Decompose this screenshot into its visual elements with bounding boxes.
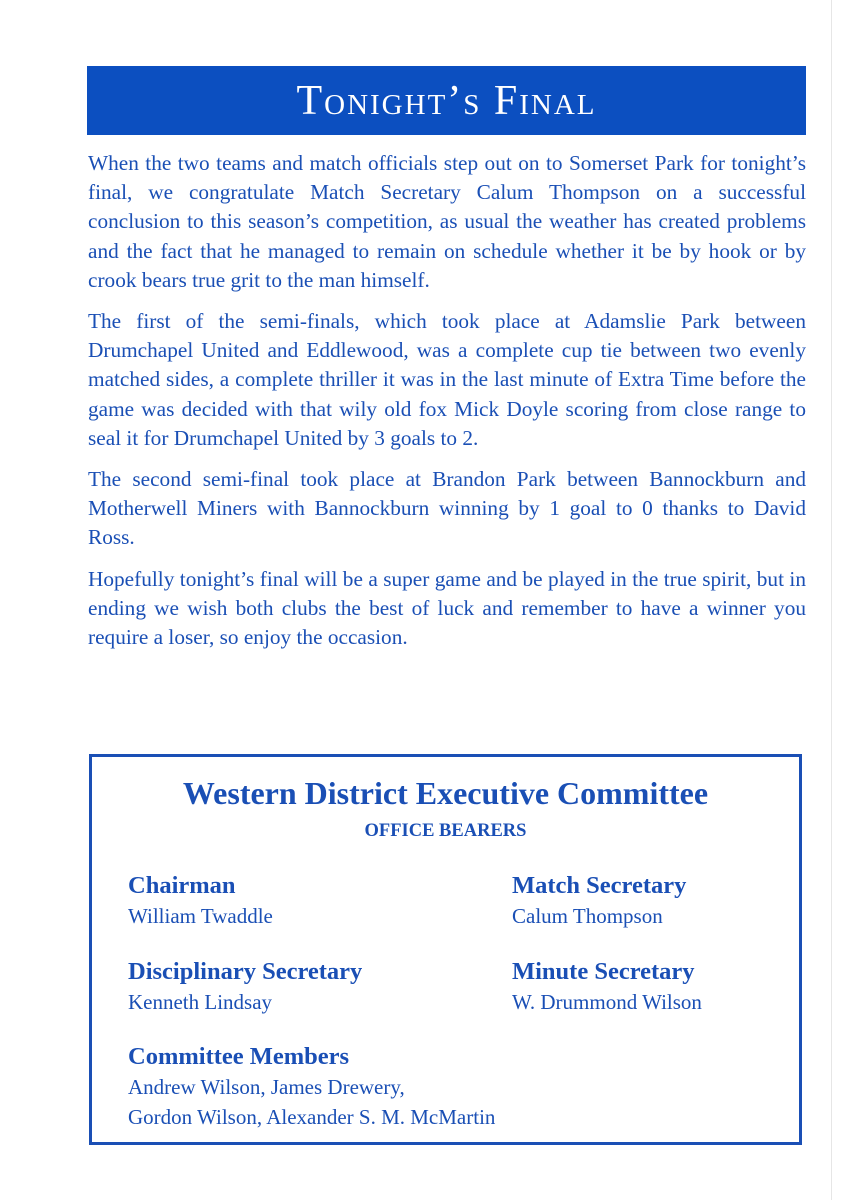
committee-panel [89, 754, 802, 1145]
disciplinary-secretary-role: Disciplinary Secretary [128, 958, 363, 985]
match-secretary-entry [512, 871, 686, 931]
chairman-role: Chairman [128, 872, 236, 899]
minute-secretary-name: W. Drummond Wilson [512, 990, 702, 1014]
minute-secretary-entry [512, 957, 702, 1017]
committee-members-line-1: Andrew Wilson, James Drewery, [128, 1075, 405, 1099]
chairman-entry [128, 871, 273, 931]
committee-members-entry [128, 1042, 495, 1132]
disciplinary-secretary-name: Kenneth Lindsay [128, 990, 273, 1014]
committee-title: Western District Executive Committee [182, 775, 709, 811]
committee-members-role: Committee Members [128, 1043, 350, 1070]
disciplinary-secretary-entry [128, 957, 362, 1017]
paragraph-first-semi-final: The first of the semi-finals, which took place at Adamslie Park between Drumchapel United and Eddlewood, was a complete cup tie between two evenly matched sides, a complete thriller it was in the last minute of Extra Time before the game was decided with that wily old fox Mick Doyle scoring from close range to seal it for Drumchapel United by 3 goals to 2. [88, 309, 806, 450]
match-secretary-role: Match Secretary [512, 872, 687, 899]
article-body [88, 149, 806, 664]
chairman-name: William Twaddle [128, 904, 273, 928]
paragraph-intro: When the two teams and match officials step out on to Somerset Park for tonight’s final, we congratulate Match Secretary Calum Thompson on a successful conclusion to this season’s competition, as usual the weather has created problems and the fact that he managed to remain on schedule whether it be by hook or by crook bears true grit to the man himself. [88, 151, 806, 292]
page-edge-line [831, 0, 832, 1200]
paragraph-closing: Hopefully tonight’s final will be a super game and be played in the true spirit, but in ending we wish both clubs the best of luck and remember to have a winner you require a loser, so enjoy the occasion. [88, 566, 806, 650]
paragraph-second-semi-final: The second semi-final took place at Brandon Park between Bannockburn and Motherwell Miners with Bannockburn winning by 1 goal to 0 thanks to David Ross. [88, 467, 806, 550]
office-bearers-heading: OFFICE BEARERS [364, 821, 527, 841]
minute-secretary-role: Minute Secretary [512, 958, 695, 985]
match-secretary-name: Calum Thompson [512, 904, 663, 928]
page-title: Tonight’s Final [296, 77, 597, 124]
title-banner [87, 66, 806, 135]
committee-members-line-2: Gordon Wilson, Alexander S. M. McMartin [128, 1105, 496, 1129]
